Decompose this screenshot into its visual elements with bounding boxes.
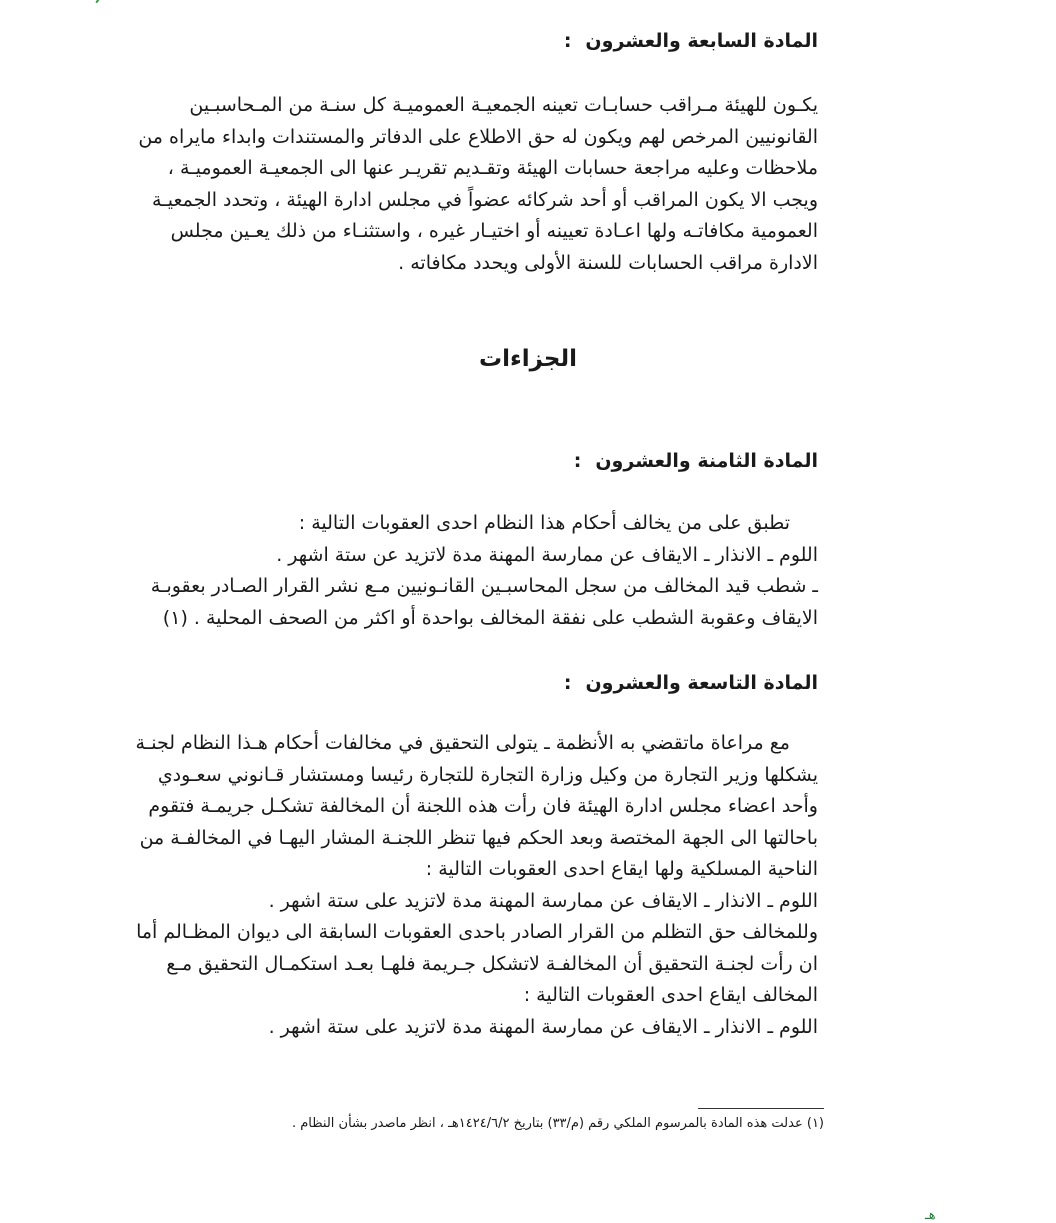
article-29-line: وأحد اعضاء مجلس ادارة الهيئة فان رأت هذه اللجنة أن المخالفة تشكـل جريمـة فتقوم bbox=[148, 795, 818, 817]
article-29-line: اللوم ـ الانذار ـ الايقاف عن ممارسة المهنة مدة لاتزيد على ستة اشهر . bbox=[268, 1015, 818, 1038]
article-29-heading-colon: : bbox=[563, 672, 572, 694]
article-27-heading-text: المادة السابعة والعشرون bbox=[585, 30, 818, 52]
article-27-line: العمومية مكافاتـه ولها اعـادة تعيينه أو اختيـار غيره ، واستثنـاء من ذلك يعـين مجلس bbox=[170, 220, 818, 242]
footnote: (١) عدلت هذه المادة بالمرسوم الملكي رقم (م/٣٣) بتاريخ ١٤٢٤/٦/٢هـ ، انظر ماصدر بشأن النظام . bbox=[291, 1116, 824, 1131]
article-29-line: اللوم ـ الانذار ـ الايقاف عن ممارسة المهنة مدة لاتزيد على ستة اشهر . bbox=[268, 889, 818, 912]
article-29-body bbox=[135, 728, 818, 1043]
article-29-line: ان رأت لجنـة التحقيق أن المخالفـة لاتشكل جـريمة فلهـا بعـد استكمـال التحقيق مـع bbox=[166, 952, 818, 975]
footnote-divider bbox=[698, 1108, 824, 1109]
article-28-line: تطبق على من يخالف أحكام هذا النظام احدى العقوبات التالية : bbox=[298, 512, 790, 534]
article-28-line: ـ شطب قيد المخالف من سجل المحاسبـين القانـونيين مـع نشر القرار الصـادر بعقوبـة bbox=[150, 575, 818, 597]
article-28-heading-text: المادة الثامنة والعشرون bbox=[595, 450, 818, 472]
article-28-line: الايقاف وعقوبة الشطب على نفقة المخالف بواحدة أو اكثر من الصحف المحلية . (١) bbox=[162, 606, 818, 629]
article-28-heading-colon: : bbox=[573, 450, 582, 472]
article-29-line: مع مراعاة ماتقضي به الأنظمة ـ يتولى التحقيق في مخالفات أحكام هـذا النظام لجنـة bbox=[135, 732, 790, 754]
article-28-line: اللوم ـ الانذار ـ الايقاف عن ممارسة المهنة مدة لاتزيد عن ستة اشهر . bbox=[276, 543, 818, 566]
section-title: الجزاءات bbox=[478, 346, 578, 372]
article-27-line: ملاحظات وعليه مراجعة حسابات الهيئة وتقـديم تقريـر عنها الى الجمعيـة العموميـة ، bbox=[167, 157, 818, 179]
article-27-body bbox=[138, 90, 818, 279]
article-28-body bbox=[150, 508, 818, 634]
article-29-line: المخالف ايقاع احدى العقوبات التالية : bbox=[523, 984, 818, 1006]
article-28-heading bbox=[574, 450, 818, 472]
article-27-line: الادارة مراقب الحسابات للسنة الأولى ويحدد مكافاته . bbox=[398, 251, 818, 274]
article-29-line: باحالتها الى الجهة المختصة وبعد الحكم فيها تنظر اللجنـة المشار اليهـا في المخالفـة من bbox=[139, 826, 818, 849]
article-27-heading bbox=[564, 30, 818, 52]
article-29-line: الناحية المسلكية ولها ايقاع احدى العقوبات التالية : bbox=[425, 858, 818, 880]
article-27-line: يكـون للهيئة مـراقب حسابـات تعينه الجمعيـة العموميـة كل سنـة من المـحاسبـين bbox=[189, 94, 818, 116]
article-29-heading bbox=[564, 672, 818, 694]
article-27-heading-colon: : bbox=[563, 30, 572, 52]
article-27-line: القانونيين المرخص لهم ويكون له حق الاطلاع على الدفاتر والمستندات وابداء مايراه من bbox=[138, 125, 818, 148]
article-29-line: وللمخالف حق التظلم من القرار الصادر باحدى العقوبات السابقة الى ديوان المظـالم أما bbox=[136, 921, 818, 943]
page-marker: هـ bbox=[925, 1208, 936, 1223]
article-29-heading-text: المادة التاسعة والعشرون bbox=[585, 672, 818, 694]
corner-mark bbox=[95, 0, 116, 11]
article-29-line: يشكلها وزير التجارة من وكيل وزارة التجارة للتجارة رئيسا ومستشار قـانوني سعـودي bbox=[157, 763, 818, 786]
article-27-line: ويجب الا يكون المراقب أو أحد شركائه عضواً في مجلس ادارة الهيئة ، وتحدد الجمعيـة bbox=[152, 188, 818, 211]
